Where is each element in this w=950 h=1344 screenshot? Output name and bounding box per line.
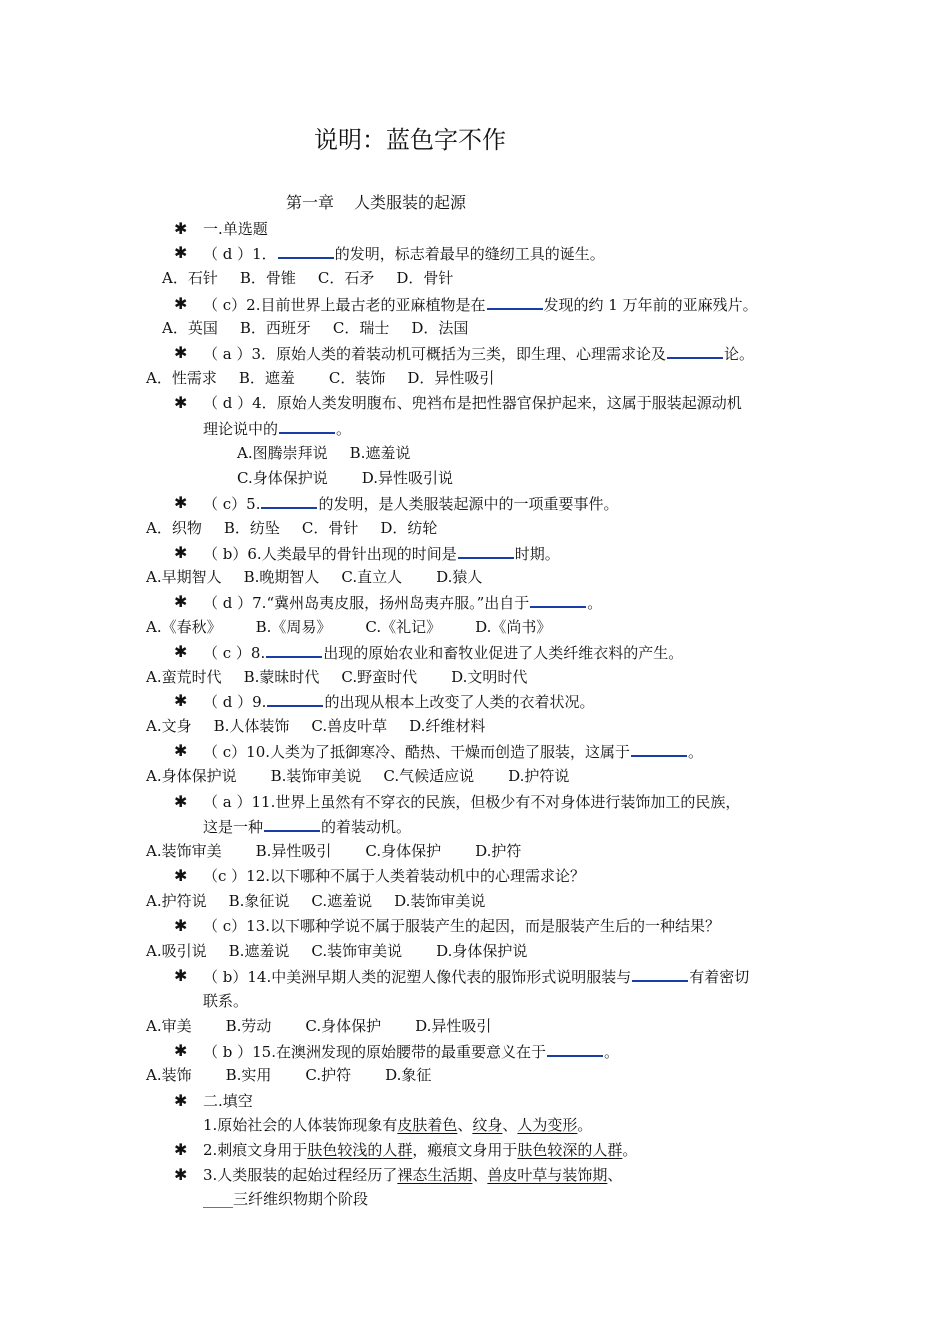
options-q7: [146, 617, 551, 637]
fill-answer: 兽皮叶草与装饰期: [487, 1166, 608, 1184]
options-q8: [146, 667, 527, 687]
text-span: （ c ）8.: [203, 644, 266, 662]
text-span: C.身体保护: [365, 842, 442, 860]
question-13: [203, 916, 720, 936]
text-span: D．骨针: [396, 269, 454, 287]
text-span: B.晚期智人: [243, 568, 320, 586]
text-span: D.猿人: [436, 568, 483, 586]
text-span: 出现的原始农业和畜牧业促进了人类纤维衣料的产生。: [323, 644, 684, 662]
text-span: B.蒙昧时代: [243, 668, 320, 686]
text-span: 论。: [724, 345, 755, 363]
text-span: B.遮羞说: [349, 444, 411, 462]
answer-blank: [261, 493, 317, 509]
text-span: 人类为了抵御寒冷、酷热、干燥而创造了服装，这属于: [270, 743, 631, 761]
text-span: D.异性吸引: [415, 1017, 492, 1035]
text-span: （ d ）9.: [203, 693, 267, 711]
answer-blank: [458, 543, 514, 559]
text-span: A.文身: [146, 717, 192, 735]
text-span: A.《春秋》: [146, 618, 222, 636]
bullet-star-icon: ✱: [174, 866, 188, 885]
text-span: A．性需求: [146, 369, 217, 387]
bullet-star-icon: ✱: [174, 1041, 188, 1060]
text-span: 以下哪种不属于人类着装动机中的心理需求论？: [270, 867, 586, 885]
text-span: （ b ）15.: [203, 1043, 276, 1061]
question-4-continued: [203, 418, 351, 439]
bullet-star-icon: ✱: [174, 219, 188, 238]
text-span: C．石矛: [317, 269, 375, 287]
options-q15: [146, 1065, 431, 1085]
answer-blank: [632, 966, 688, 982]
text-span: 的出现从根本上改变了人类的衣着状况。: [324, 693, 595, 711]
text-span: C．装饰: [328, 369, 386, 387]
fill-question-3-continued: ____三纤维织物期个阶段: [203, 1190, 369, 1208]
text-span: 中美洲早期人类的泥塑人像代表的服饰形式说明服装与: [271, 968, 632, 986]
text-span: A．石针: [162, 269, 218, 287]
text-span: B.象征说: [228, 892, 290, 910]
answer-blank: [267, 691, 323, 707]
section-heading-fill-blank: 二.填空: [203, 1092, 253, 1110]
text-span: 理论说中的: [203, 420, 279, 438]
text-span: A.吸引说: [146, 942, 207, 960]
options-q11: [146, 841, 521, 861]
text-span: “冀州岛夷皮服，扬州岛夷卉服。”出自于: [266, 594, 530, 612]
text-span: D.《尚书》: [475, 618, 552, 636]
text-span: ，瘢痕文身用于: [412, 1141, 518, 1159]
answer-blank: [266, 642, 322, 658]
text-span: 、: [607, 1166, 623, 1184]
fill-answer: 皮肤着色: [397, 1116, 458, 1134]
fill-question-1: [203, 1115, 592, 1135]
question-11: [203, 792, 740, 812]
question-2: [203, 294, 758, 315]
options-q3: [146, 368, 494, 388]
text-span: （ c）13.: [203, 917, 271, 935]
text-span: C.护符: [305, 1066, 352, 1084]
text-span: D.装饰审美说: [394, 892, 486, 910]
question-15: [203, 1041, 619, 1062]
text-span: B．西班牙: [239, 319, 311, 337]
text-span: C.身体保护说: [237, 469, 328, 487]
text-span: 、: [457, 1116, 473, 1134]
question-6: [203, 543, 560, 564]
text-span: 。: [622, 1141, 638, 1159]
bullet-star-icon: ✱: [174, 592, 188, 611]
text-span: C.身体保护: [305, 1017, 382, 1035]
question-1: [203, 243, 605, 264]
options-q12: [146, 891, 485, 911]
options-q13: [146, 941, 527, 961]
text-span: C.《礼记》: [365, 618, 442, 636]
text-span: 的发明，标志着最早的缝纫工具的诞生。: [334, 245, 605, 263]
text-span: B.遮羞说: [228, 942, 290, 960]
text-span: A.护符说: [146, 892, 207, 910]
question-4: [203, 393, 742, 413]
fill-answer: 人为变形: [517, 1116, 578, 1134]
answer-blank: [631, 741, 687, 757]
answer-blank: [278, 243, 334, 259]
text-span: 以下哪种学说不属于服装产生的起因，而是服装产生后的一种结果？: [270, 917, 721, 935]
bullet-star-icon: ✱: [174, 543, 188, 562]
text-span: B．纺坠: [223, 519, 280, 537]
options-q9: [146, 716, 485, 736]
text-span: A.早期智人: [146, 568, 222, 586]
text-span: B．骨锥: [239, 269, 296, 287]
answer-blank: [530, 592, 586, 608]
bullet-star-icon: ✱: [174, 642, 188, 661]
text-span: （ b）14.: [203, 968, 272, 986]
text-span: C.直立人: [341, 568, 403, 586]
options-q14: [146, 1016, 491, 1036]
text-span: （ d ）4．: [203, 394, 277, 412]
fill-question-3: [203, 1165, 622, 1185]
question-11-continued: [203, 816, 411, 837]
text-span: D.护符说: [508, 767, 570, 785]
text-span: 1.原始社会的人体装饰现象有: [203, 1116, 398, 1134]
text-span: 的发明，是人类服装起源中的一项重要事件。: [318, 495, 619, 513]
fill-answer: 裸态生活期: [397, 1166, 473, 1184]
question-7: [203, 592, 602, 613]
options-q5: [146, 518, 437, 538]
text-span: D.身体保护说: [436, 942, 528, 960]
text-span: 原始人类的着装动机可概括为三类，即生理、心理需求论及: [276, 345, 667, 363]
question-12: [203, 866, 585, 886]
chapter-number: 第一章: [286, 193, 335, 212]
text-span: D.文明时代: [451, 668, 528, 686]
text-span: （ a ）3．: [203, 345, 277, 363]
fill-answer: 肤色较浅的人群: [307, 1141, 413, 1159]
text-span: 世界上虽然有不穿衣的民族，但极少有不对身体进行装饰加工的民族，: [275, 793, 741, 811]
text-span: 这是一种: [203, 818, 264, 836]
text-span: （ b）6.: [203, 545, 262, 563]
text-span: D.异性吸引说: [361, 469, 453, 487]
chapter-name: 人类服装的起源: [354, 193, 467, 212]
text-span: 。: [688, 743, 704, 761]
options-q4-row1: [237, 443, 410, 463]
text-span: C.野蛮时代: [341, 668, 418, 686]
question-14-continued: 联系。: [203, 992, 249, 1010]
text-span: 、: [472, 1166, 488, 1184]
options-q6: [146, 567, 482, 587]
question-14: [203, 966, 749, 987]
question-3: [203, 343, 754, 364]
text-span: D．纺轮: [380, 519, 438, 537]
answer-blank: [264, 816, 320, 832]
text-span: 、: [502, 1116, 518, 1134]
text-span: 2.刺痕文身用于: [203, 1141, 308, 1159]
bullet-star-icon: ✱: [174, 393, 188, 412]
text-span: A．英国: [162, 319, 218, 337]
text-span: 原始人类发明腹布、兜裆布是把性器官保护起来，这属于服装起源动机: [276, 394, 742, 412]
text-span: 有着密切: [689, 968, 750, 986]
text-span: 发现的约 1 万年前的亚麻残片。: [543, 296, 758, 314]
text-span: A.身体保护说: [146, 767, 237, 785]
answer-blank: [667, 343, 723, 359]
text-span: （ c）10.: [203, 743, 271, 761]
bullet-star-icon: ✱: [174, 294, 188, 313]
text-span: B.人体装饰: [213, 717, 290, 735]
answer-blank: [279, 418, 335, 434]
text-span: B.装饰审美说: [270, 767, 362, 785]
bullet-star-icon: ✱: [174, 966, 188, 985]
bullet-star-icon: ✱: [174, 1140, 188, 1159]
text-span: （ d ）1．: [203, 245, 277, 263]
text-span: D.护符: [475, 842, 522, 860]
fill-question-2: [203, 1140, 637, 1160]
text-span: B.《周易》: [255, 618, 332, 636]
text-span: （ a ）11.: [203, 793, 276, 811]
text-span: 3.人类服装的起始过程经历了: [203, 1166, 398, 1184]
text-span: （ c）5.: [203, 495, 261, 513]
bullet-star-icon: ✱: [174, 243, 188, 262]
text-span: C.兽皮叶草: [311, 717, 388, 735]
text-span: C．瑞士: [332, 319, 390, 337]
text-span: 在澳洲发现的原始腰带的最重要意义在于: [276, 1043, 547, 1061]
text-span: 。: [604, 1043, 620, 1061]
text-span: B.劳动: [225, 1017, 272, 1035]
text-span: A.装饰审美: [146, 842, 222, 860]
text-span: 。: [577, 1116, 593, 1134]
text-span: A．织物: [146, 519, 202, 537]
text-span: 人类最早的骨针出现的时间是: [261, 545, 457, 563]
text-span: A.图腾崇拜说: [237, 444, 328, 462]
bullet-star-icon: ✱: [174, 1091, 188, 1110]
text-span: C.装饰审美说: [311, 942, 403, 960]
text-span: D.纤维材料: [409, 717, 486, 735]
text-span: 。: [587, 594, 603, 612]
options-q10: [146, 766, 569, 786]
options-q1: [162, 268, 453, 288]
options-q2: [162, 318, 468, 338]
text-span: 。: [336, 420, 352, 438]
text-span: A.装饰: [146, 1066, 192, 1084]
bullet-star-icon: ✱: [174, 916, 188, 935]
text-span: B．遮羞: [238, 369, 295, 387]
text-span: B.实用: [225, 1066, 272, 1084]
options-q4-row2: [237, 468, 453, 488]
page-title: 说明：蓝色字不作: [314, 126, 506, 154]
bullet-star-icon: ✱: [174, 691, 188, 710]
section-heading-single-choice: 一.单选题: [203, 220, 268, 238]
text-span: C.气候适应说: [383, 767, 475, 785]
text-span: B.异性吸引: [255, 842, 332, 860]
bullet-star-icon: ✱: [174, 493, 188, 512]
text-span: （ c）2.: [203, 296, 261, 314]
bullet-star-icon: ✱: [174, 741, 188, 760]
text-span: 的着装动机。: [321, 818, 412, 836]
bullet-star-icon: ✱: [174, 343, 188, 362]
question-8: [203, 642, 683, 663]
text-span: D．异性吸引: [407, 369, 495, 387]
chapter-heading: [286, 190, 466, 213]
text-span: A.审美: [146, 1017, 192, 1035]
text-span: D．法国: [411, 319, 469, 337]
question-10: [203, 741, 703, 762]
answer-blank: [547, 1041, 603, 1057]
question-5: [203, 493, 619, 514]
text-span: C.遮羞说: [311, 892, 373, 910]
bullet-star-icon: ✱: [174, 792, 188, 811]
fill-answer: 肤色较深的人群: [517, 1141, 623, 1159]
text-span: （c ）12.: [203, 867, 271, 885]
question-9: [203, 691, 594, 712]
fill-answer: 纹身: [472, 1116, 503, 1134]
text-span: D.象征: [385, 1066, 432, 1084]
text-span: （ d ）7.: [203, 594, 267, 612]
text-span: 目前世界上最古老的亚麻植物是在: [260, 296, 486, 314]
answer-blank: [487, 294, 543, 310]
text-span: C．骨针: [301, 519, 359, 537]
text-span: A.蛮荒时代: [146, 668, 222, 686]
bullet-star-icon: ✱: [174, 1165, 188, 1184]
text-span: 时期。: [514, 545, 560, 563]
